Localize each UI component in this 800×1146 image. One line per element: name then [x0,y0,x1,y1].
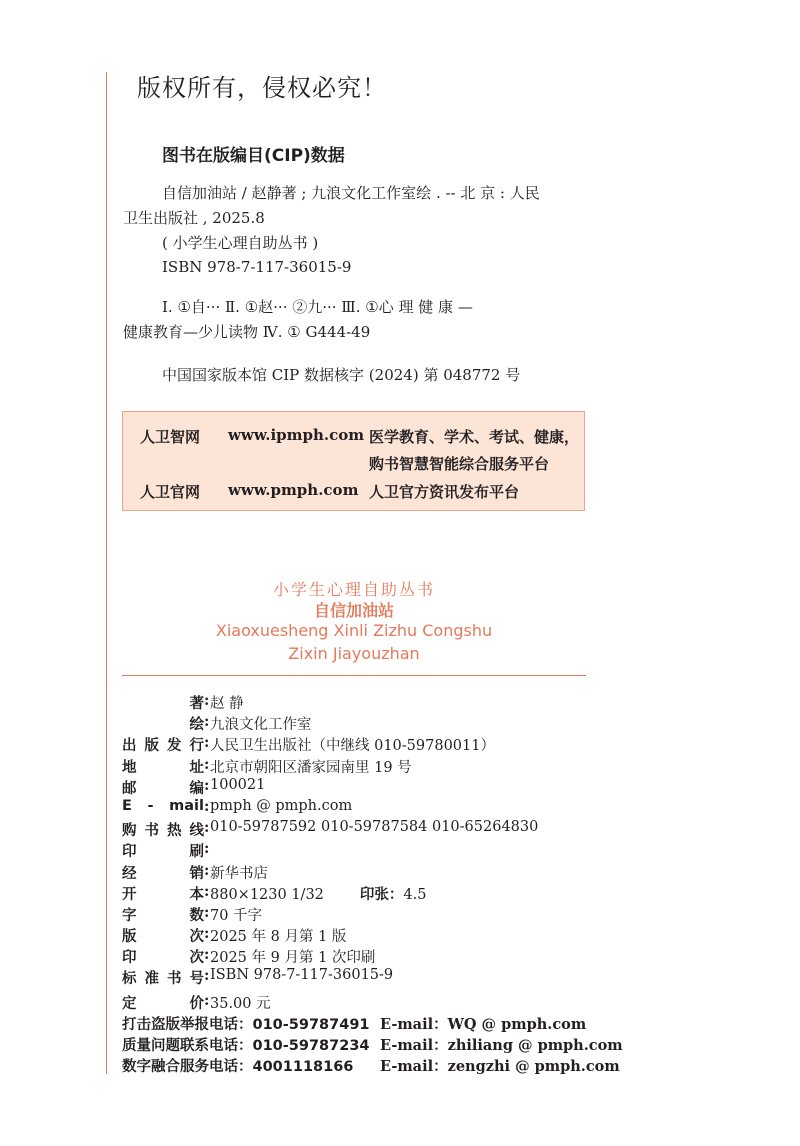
info-value: 人民卫生出版社（中继线 010-59780011） [210,738,495,755]
book-title: 自信加油站 [313,601,394,620]
contact-row-digital [122,1055,620,1076]
info-key: 定价 [122,995,204,1012]
info-key: 版次 [122,929,204,946]
copyright-notice: 版权所有，侵权必究！ [137,74,387,102]
info-row-distributor: 经销 : 新华书店 [122,861,268,882]
info-value: 2025 年 8 月第 1 版 [210,929,347,946]
cip-record-number: 中国国家版本馆 CIP 数据核字 (2024) 第 048772 号 [162,366,521,384]
info-key: 购书热线 [122,823,204,840]
site-url-ipmph[interactable]: www.ipmph.com [228,426,365,444]
site-desc-ipmph-1: 医学教育、学术、考试、健康， [369,428,580,446]
info-row-printer: 印刷 : [122,840,210,861]
info-key: 著 [189,696,204,712]
contact-label: 质量问题联系电话：010-59787234 [122,1037,370,1054]
info-row-author: 著 : 赵 静 [122,692,592,713]
title-pinyin: Zixin Jiayouzhan [288,644,420,663]
info-row-postcode: 邮编 : 100021 [122,776,266,797]
info-value: 2025 年 9 月第 1 次印刷 [210,950,376,967]
site-url-pmph[interactable]: www.pmph.com [228,481,359,499]
info-key: 经销 [122,865,204,882]
info-value: 35.00 元 [210,995,271,1012]
contact-row-quality [122,1034,623,1055]
website-promo-box [122,411,585,511]
info-key: 开本 [122,886,204,903]
info-row-address: 地址 : 北京市朝阳区潘家园南里 19 号 [122,755,412,776]
info-value[interactable]: pmph @ pmph.com [210,797,353,814]
site-desc-pmph: 人卫官方资讯发布平台 [369,483,520,501]
info-value: 70 千字 [210,907,263,924]
site-name-pmph: 人卫官网 [140,483,201,501]
info-row-edition: 版次 : 2025 年 8 月第 1 版 [122,925,347,946]
info-value [210,883,426,904]
info-key: 地址 [122,759,204,776]
series-name: 小学生心理自助丛书 [272,580,435,599]
cip-classification-2: 健康教育—少儿读物 Ⅳ. ① G444-49 [123,323,371,341]
site-name-ipmph: 人卫智网 [140,428,201,446]
info-row-illustrator: 绘 : 九浪文化工作室 [122,713,592,734]
cip-line-1: 自信加油站 / 赵静著 ; 九浪文化工作室绘 . -- 北 京 : 人民 [162,184,540,202]
divider [122,675,586,676]
info-key: 印次 [122,950,204,967]
publication-info [122,692,623,1076]
info-row-printing: 印次 : 2025 年 9 月第 1 次印刷 [122,946,376,967]
info-row-words: 字数 : 70 千字 [122,903,263,924]
series-pinyin: Xiaoxuesheng Xinli Zizhu Congshu [215,621,493,640]
info-row-isbn: 标准书号 : ISBN 978-7-117-36015-9 [122,967,394,988]
info-row-hotline: 购书热线 : 010-59787592 010-59787584 010-65264830 [122,819,539,840]
info-value: ISBN 978-7-117-36015-9 [210,967,394,984]
info-key: 字数 [122,907,204,924]
contact-row-piracy [122,1013,592,1034]
cip-line-2: 卫生出版社 , 2025.8 [123,209,265,227]
info-row-format: 开本 : 880×1230 1/32 印张：4.5 [122,882,427,903]
info-key: 标准书号 [122,971,204,988]
info-value: 新华书店 [210,865,268,882]
format-value: 880×1230 1/32 [210,886,324,903]
info-key: 绘 [189,717,204,734]
contact-email[interactable]: E-mail：zengzhi @ pmph.com [380,1057,620,1075]
info-row-email: E - mail : pmph @ pmph.com [122,797,353,815]
contact-label: 数字融合服务电话：4001118166 [122,1058,354,1075]
sheets-label: 印张： [359,886,404,903]
cip-classification-1: Ⅰ. ①自··· Ⅱ. ①赵··· ②九··· Ⅲ. ①心 理 健 康 — [162,298,473,316]
left-margin-rule [106,72,107,1074]
info-key: 印刷 [122,844,204,861]
contact-email[interactable]: E-mail：zhiliang @ pmph.com [380,1036,623,1054]
info-row-publisher: 出版发行 : 人民卫生出版社（中继线 010-59780011） [122,734,495,755]
contact-label: 打击盗版举报电话：010-59787491 [122,1016,370,1033]
info-value: 九浪文化工作室 [210,717,312,734]
info-value: 赵 静 [210,696,244,712]
info-key: E - mail [122,797,204,814]
info-key: 邮编 [122,780,204,797]
sheets-value: 4.5 [403,886,427,903]
info-key: 出版发行 [122,738,204,755]
contact-email[interactable]: E-mail：WQ @ pmph.com [380,1015,587,1033]
info-value: 100021 [210,776,266,793]
site-desc-ipmph-2: 购书智慧智能综合服务平台 [369,455,550,473]
info-value: 010-59787592 010-59787584 010-65264830 [210,819,539,836]
info-row-price: 定价 : 35.00 元 [122,991,271,1012]
cip-line-3: ( 小学生心理自助丛书 ) [162,234,319,252]
info-value: 北京市朝阳区潘家园南里 19 号 [210,759,412,776]
cip-isbn: ISBN 978-7-117-36015-9 [162,258,352,276]
cip-title: 图书在版编目(CIP)数据 [162,146,345,166]
